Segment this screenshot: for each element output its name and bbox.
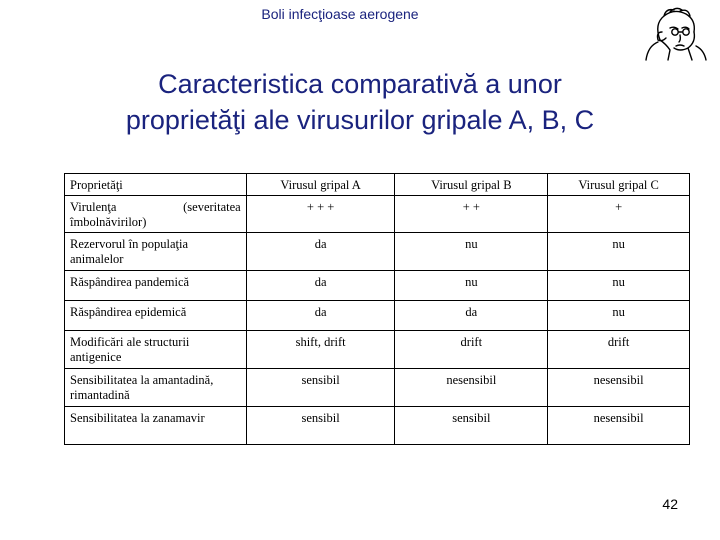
property-cell: Sensibilitatea la zanamavir bbox=[65, 407, 247, 445]
table-row bbox=[65, 369, 690, 407]
virus-c-cell: nesensibil bbox=[548, 407, 690, 445]
table-header-row bbox=[65, 174, 690, 196]
virus-a-cell: + + + bbox=[246, 196, 395, 233]
virus-c-cell: drift bbox=[548, 331, 690, 369]
virus-b-cell: nu bbox=[395, 271, 548, 301]
thinking-person-illustration-icon bbox=[640, 2, 712, 64]
page-number: 42 bbox=[662, 496, 678, 512]
table-row bbox=[65, 301, 690, 331]
virus-b-cell: nu bbox=[395, 233, 548, 271]
property-cell: Virulenţa (severitatea îmbolnăvirilor) bbox=[65, 196, 247, 233]
comparison-table bbox=[64, 173, 690, 445]
header-cell-property: Proprietăţi bbox=[65, 174, 247, 196]
table-row bbox=[65, 196, 690, 233]
property-cell: Rezervorul în populaţia animalelor bbox=[65, 233, 247, 271]
table-row bbox=[65, 271, 690, 301]
virus-c-cell: nesensibil bbox=[548, 369, 690, 407]
virus-a-cell: da bbox=[246, 233, 395, 271]
slide-title bbox=[0, 66, 720, 138]
slide-header: Boli infecţioase aerogene bbox=[261, 6, 419, 22]
table-row bbox=[65, 331, 690, 369]
table-row bbox=[65, 233, 690, 271]
header-cell-virus-c: Virusul gripal C bbox=[548, 174, 690, 196]
virus-b-cell: drift bbox=[395, 331, 548, 369]
virus-b-cell: + + bbox=[395, 196, 548, 233]
virus-a-cell: shift, drift bbox=[246, 331, 395, 369]
title-line-2: proprietăţi ale virusurilor gripale A, B, C bbox=[125, 105, 595, 135]
virus-c-cell: nu bbox=[548, 301, 690, 331]
virus-a-cell: sensibil bbox=[246, 369, 395, 407]
header-cell-virus-b: Virusul gripal B bbox=[395, 174, 548, 196]
property-cell: Răspândirea epidemică bbox=[65, 301, 247, 331]
virus-a-cell: da bbox=[246, 301, 395, 331]
property-cell: Modificări ale structurii antigenice bbox=[65, 331, 247, 369]
property-cell: Răspândirea pandemică bbox=[65, 271, 247, 301]
virus-a-cell: sensibil bbox=[246, 407, 395, 445]
virus-a-cell: da bbox=[246, 271, 395, 301]
property-cell: Sensibilitatea la amantadină, rimantadină bbox=[65, 369, 247, 407]
virus-b-cell: da bbox=[395, 301, 548, 331]
table-row bbox=[65, 407, 690, 445]
virus-c-cell: nu bbox=[548, 271, 690, 301]
virus-c-cell: nu bbox=[548, 233, 690, 271]
virus-b-cell: nesensibil bbox=[395, 369, 548, 407]
title-line-1: Caracteristica comparativă a unor bbox=[158, 69, 562, 99]
header-cell-virus-a: Virusul gripal A bbox=[246, 174, 395, 196]
virus-b-cell: sensibil bbox=[395, 407, 548, 445]
virus-c-cell: + bbox=[548, 196, 690, 233]
